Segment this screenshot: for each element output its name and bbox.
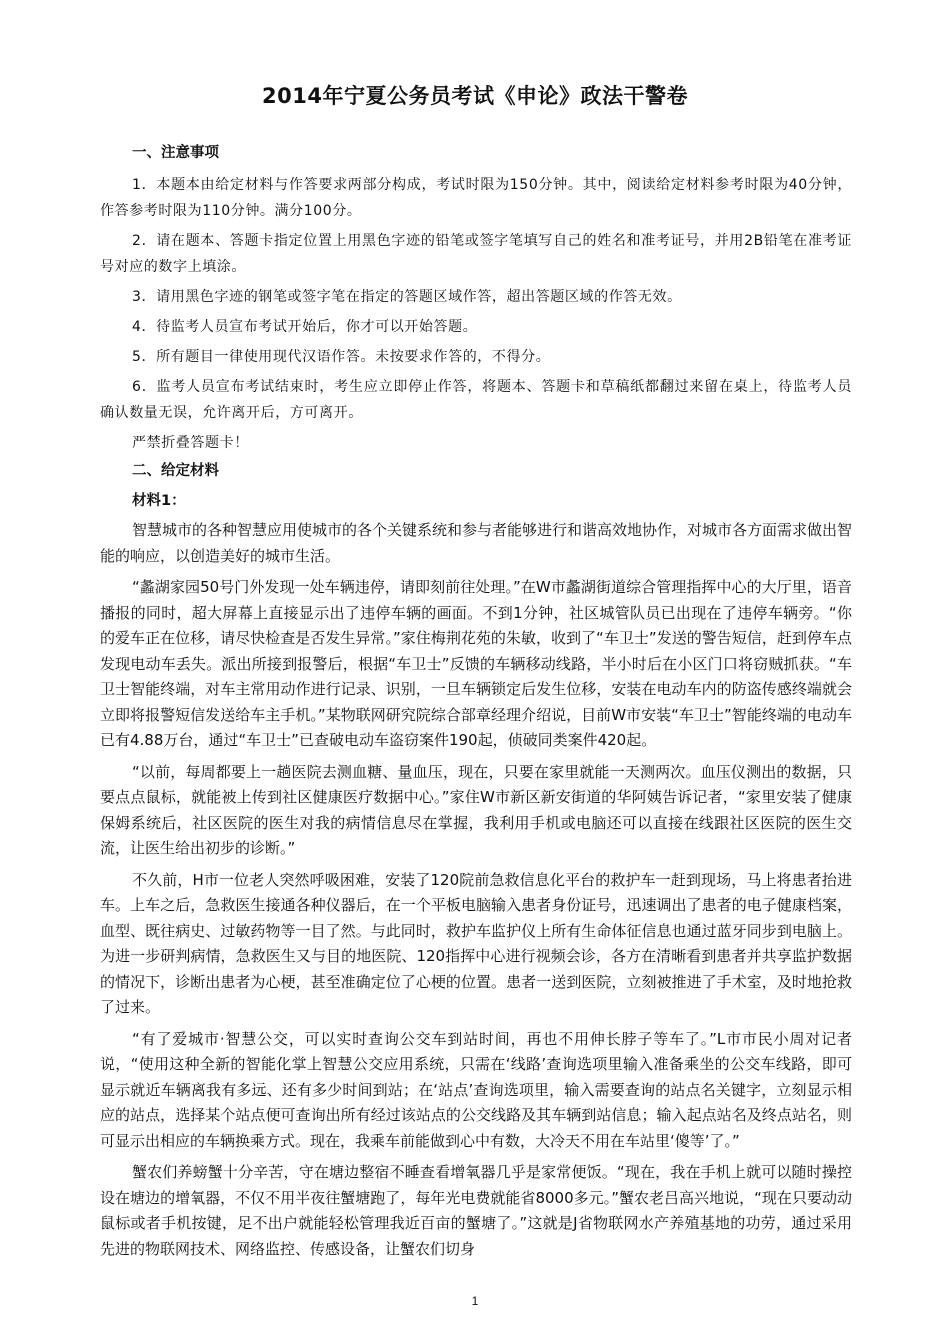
section-heading-materials: 二、给定材料: [132, 463, 219, 479]
note-item: 3．请用黑色字迹的钢笔或签字笔在指定的答题区域作答，超出答题区域的作答无效。: [132, 289, 682, 305]
material-paragraph: “蠡湖家园50号门外发现一处车辆违停，请即刻前往处理。”在W市蠡湖街道综合管理指挥中心的大厅里，语音播报的同时，超大屏幕上直接显示出了违停车辆的画面。不到1分钟，社区城管队员已出现在了违停车辆旁。“你的爱车正在位移，请尽快检查是否发生异常。”家住梅荆花苑的朱敏，收到了“车卫士”发送的警告短信，赶到停车点发现电动车丢失。派出所接到报警后，根据“车卫士”反馈的车辆移动线路，半小时后在小区门口将窃贼抓获。“车卫士智能终端，对车主常用动作进行记录、识别，一旦车辆锁定后发生位移，安装在电动车内的防盗传感终端就会立即将报警短信发送给车主手机。”某物联网研究院综合部章经理介绍说，目前W市安装“车卫士”智能终端的电动车已有4.88万台，通过“车卫士”已查破电动车盗窃案件190起，侦破同类案件420起。: [100, 578, 852, 749]
note-item: 4．待监考人员宣布考试开始后，你才可以开始答题。: [132, 319, 478, 335]
material-paragraph: “有了爱城市·智慧公交，可以实时查询公交车到站时间，再也不用伸长脖子等车了。”L市市民小周对记者说，“使用这种全新的智能化掌上智慧公交应用系统，只需在‘线路’查询选项里输入准备乘坐的公交车线路，即可显示就近车辆离我有多远、还有多少时间到站；在‘站点’查询选项里，输入需要查询的站点名关键字，立刻显示相应的站点，选择某个站点便可查询出所有经过该站点的公交线路及其车辆到站信息；输入起点站名及终点站名，则可显示出相应的车辆换乘方式。现在，我乘车前能做到心中有数，大冷天不用在车站里‘傻等’了。”: [100, 1029, 852, 1150]
note-warning: 严禁折叠答题卡！: [132, 435, 249, 451]
note-item: 6．监考人员宣布考试结束时，考生应立即停止作答，将题本、答题卡和草稿纸都翻过来留在桌上，待监考人员确认数量无误，允许离开后，方可离开。: [100, 379, 852, 421]
page-number: 1: [471, 1294, 479, 1308]
note-item: 1．本题本由给定材料与作答要求两部分构成，考试时限为150分钟。其中，阅读给定材料参考时限为40分钟，作答参考时限为110分钟。满分100分。: [100, 177, 852, 219]
material-label: 材料1：: [132, 493, 186, 509]
document-body: [100, 142, 852, 1268]
section-heading-notes: 一、注意事项: [132, 145, 219, 161]
note-item: 2．请在题本、答题卡指定位置上用黑色字迹的铅笔或签字笔填写自己的姓名和准考证号，并用2B铅笔在准考证号对应的数字上填涂。: [100, 233, 852, 275]
material-paragraph: “以前，每周都要上一趟医院去测血糖、量血压，现在，只要在家里就能一天测两次。血压仪测出的数据，只要点点鼠标，就能被上传到社区健康医疗数据中心。”家住W市新区新安街道的华阿姨告诉记者，“家里安装了健康保姆系统后，社区医院的医生对我的病情信息尽在掌握，我利用手机或电脑还可以直接在线跟社区医院的医生交流，让医生给出初步的诊断。”: [100, 762, 852, 857]
material-paragraph: 智慧城市的各种智慧应用使城市的各个关键系统和参与者能够进行和谐高效地协作，对城市各方面需求做出智能的响应，以创造美好的城市生活。: [100, 521, 853, 565]
note-item: 5．所有题目一律使用现代汉语作答。未按要求作答的，不得分。: [132, 349, 551, 365]
document-title: 2014年宁夏公务员考试《申论》政法干警卷: [262, 84, 688, 108]
material-paragraph: 蟹农们养螃蟹十分辛苦，守在塘边整宿不睡查看增氧器几乎是家常便饭。“现在，我在手机上就可以随时操控设在塘边的增氧器，不仅不用半夜往蟹塘跑了，每年光电费就能省8000多元。”蟹农老吕高兴地说，“现在只要动动鼠标或者手机按键，足不出户就能轻松管理我近百亩的蟹塘了。”这就是J省物联网水产养殖基地的功劳，通过采用先进的物联网技术、网络监控、传感设备，让蟹农们切身: [100, 1163, 852, 1258]
material-paragraph: 不久前，H市一位老人突然呼吸困难，安装了120院前急救信息化平台的救护车一赶到现场，马上将患者抬进车。上车之后，急救医生接通各种仪器后，在一个平板电脑输入患者身份证号，迅速调出了患者的电子健康档案，血型、既往病史、过敏药物等一目了然。与此同时，救护车监护仪上所有生命体征信息也通过蓝牙同步到电脑上。为进一步研判病情，急救医生又与目的地医院、120指挥中心进行视频会诊，各方在清晰看到患者并共享监护数据的情况下，诊断出患者为心梗，甚至准确定位了心梗的位置。患者一送到医院，立刻被推进了手术室，及时地抢救了过来。: [100, 870, 852, 1016]
